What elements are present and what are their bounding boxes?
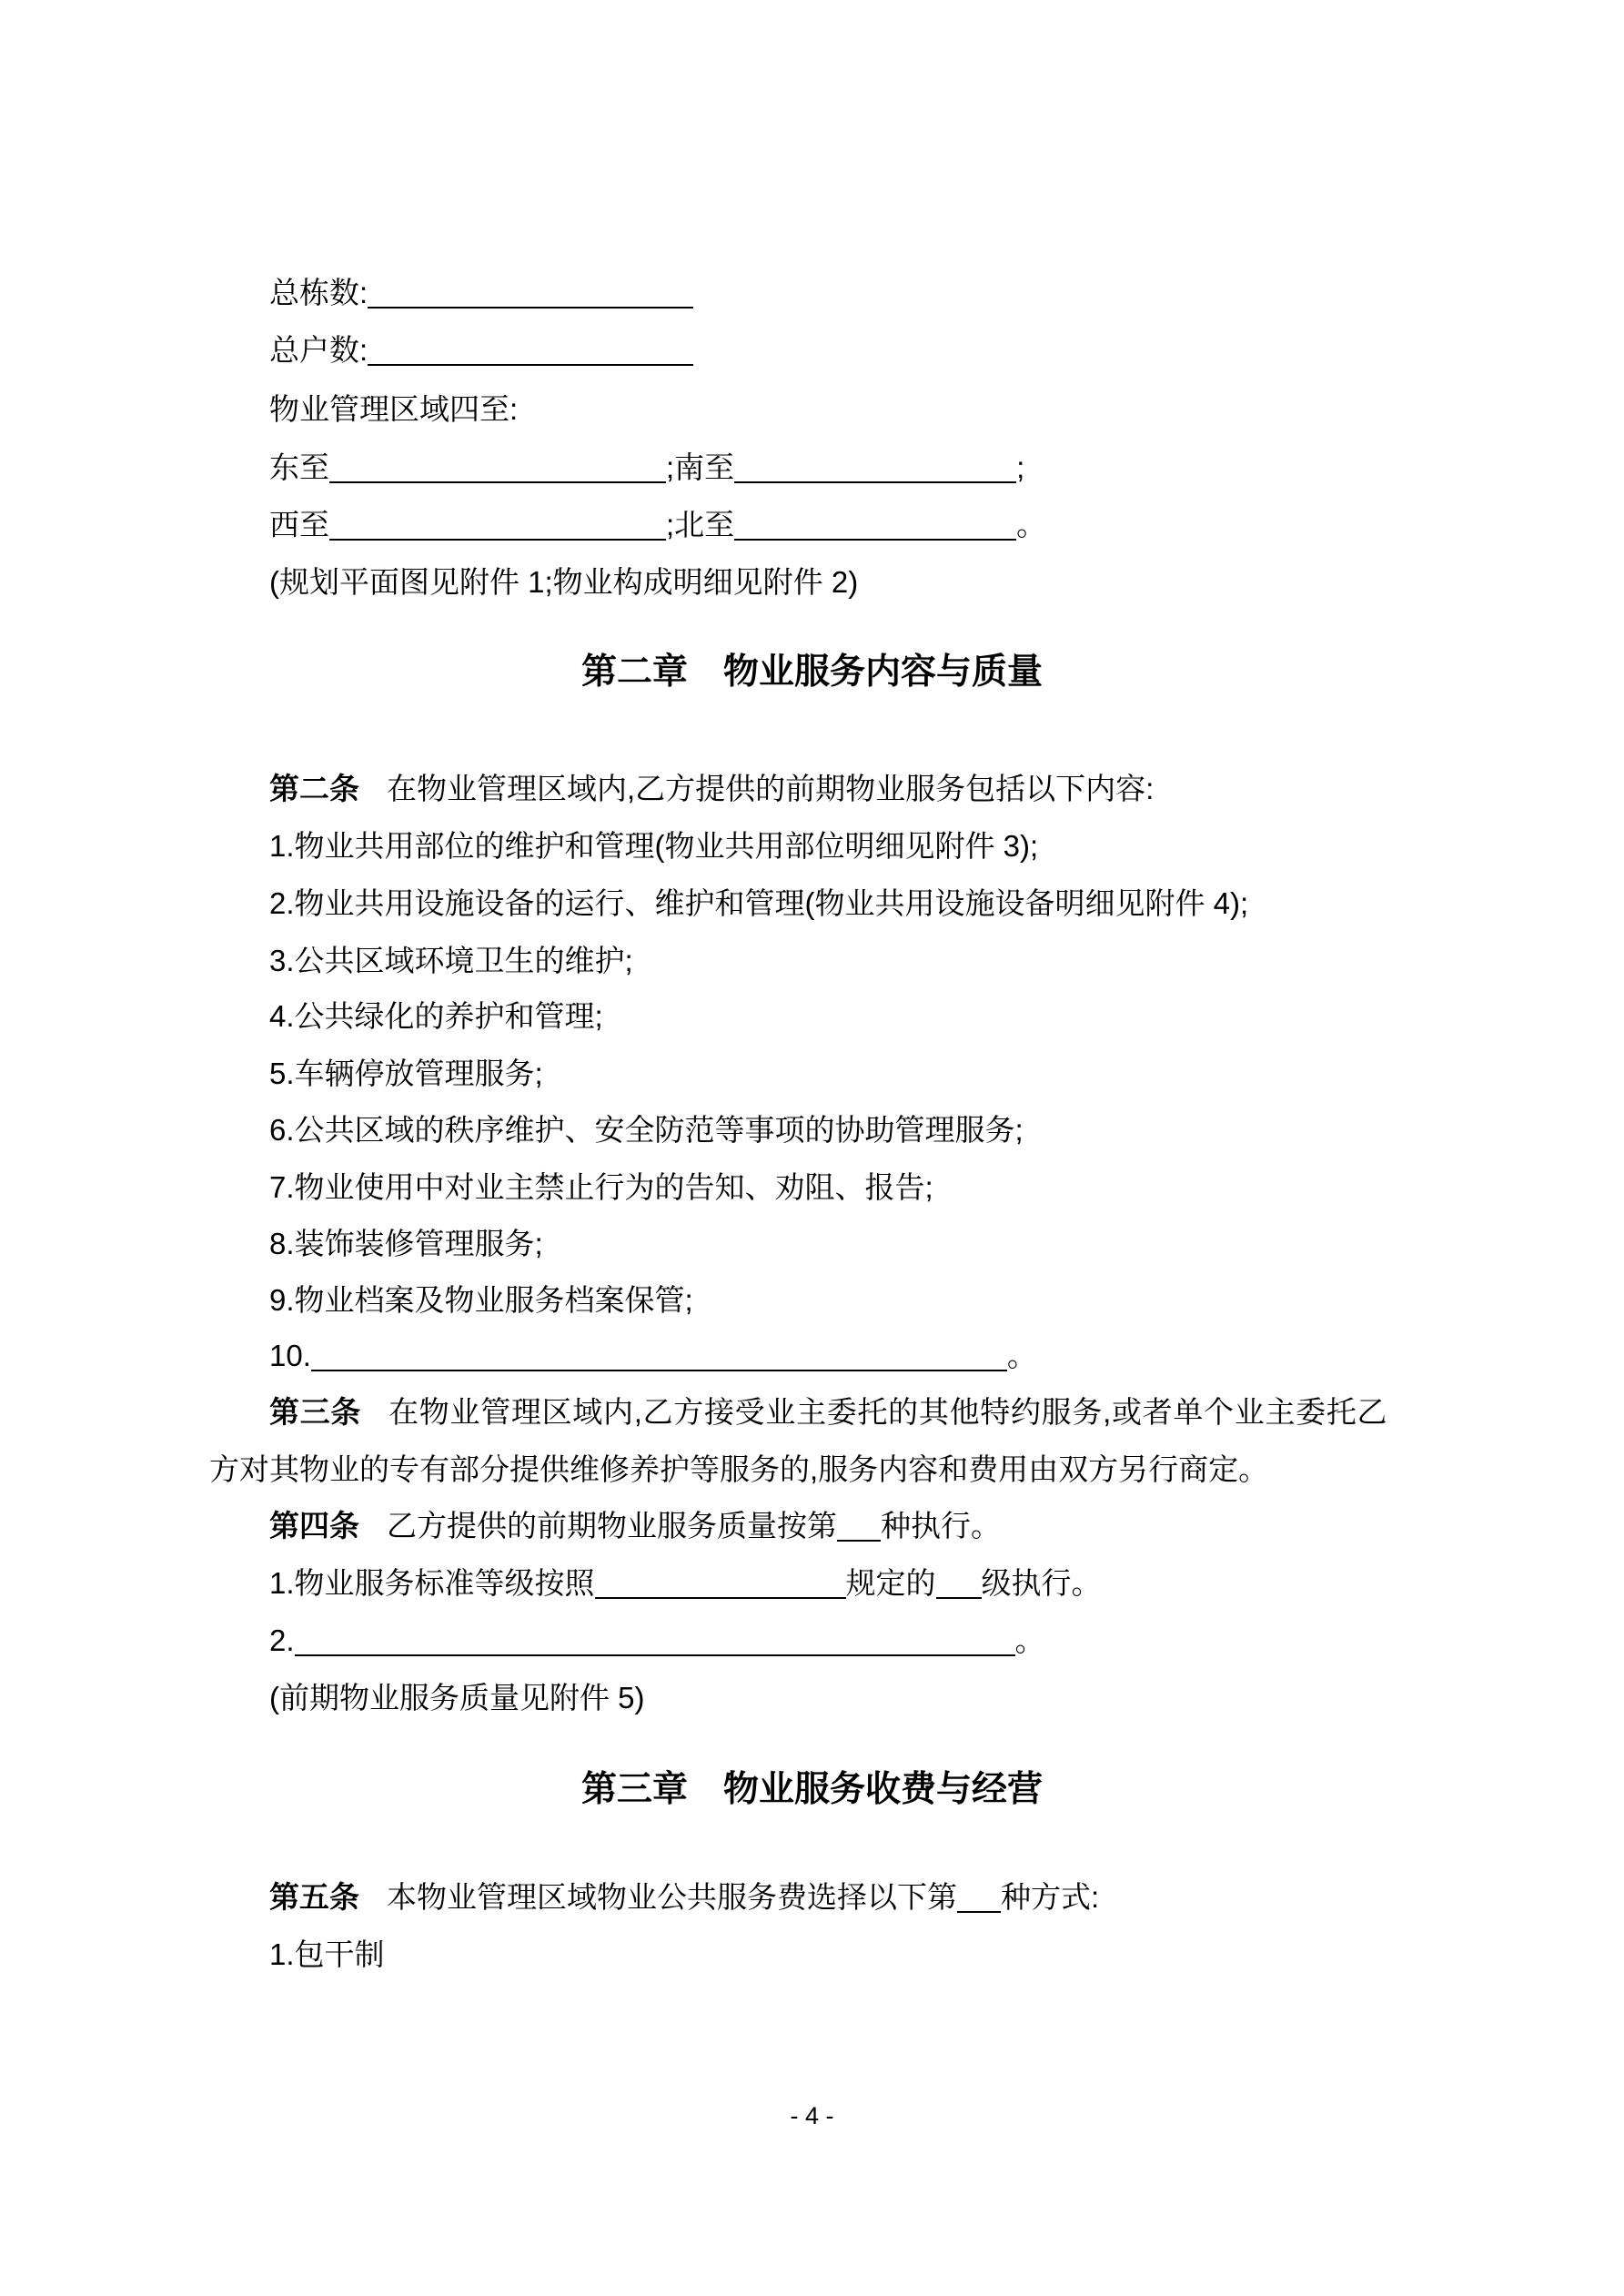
item10-prefix: 10.: [269, 1339, 311, 1372]
blank-north: [734, 539, 1016, 541]
article3-line1-text: 在物业管理区域内,乙方接受业主委托的其他特约服务,或者单个业主委托乙: [388, 1395, 1388, 1429]
article2-item-3: 3.公共区域环境卫生的维护;: [269, 944, 633, 977]
attachments-note-text: (规划平面图见附件 1;物业构成明细见附件 2): [269, 565, 859, 599]
article3-line2: 方对其物业的专有部分提供维修养护等服务的,服务内容和费用由双方另行商定。: [209, 1452, 1269, 1486]
field-total-buildings: [209, 273, 1428, 313]
blank-east: [329, 481, 666, 483]
total-households-label: 总户数:: [269, 333, 368, 367]
boundaries-title: [209, 389, 1428, 430]
article2-item-1: 1.物业共用部位的维护和管理(物业共用部位明细见附件 3);: [269, 829, 1039, 863]
article2-item-6: 6.公共区域的秩序维护、安全防范等事项的协助管理服务;: [269, 1113, 1024, 1147]
blank-article5-method: [957, 1911, 1001, 1913]
article2-item-8: 8.装饰装修管理服务;: [269, 1227, 543, 1260]
article2-label: 第二条: [269, 772, 359, 805]
north-label: 北至: [674, 508, 735, 541]
boundaries-title-text: 物业管理区域四至:: [269, 392, 519, 426]
item10-suffix: 。: [1006, 1339, 1037, 1372]
blank-article4-method: [837, 1540, 881, 1542]
blank-west: [329, 539, 666, 541]
full-stop-1: 。: [1016, 508, 1047, 541]
article4-sub2: [209, 1621, 1428, 1661]
article4-line: [209, 1506, 1428, 1546]
article2-item-4: 4.公共绿化的养护和管理;: [269, 999, 603, 1033]
article3-label: 第三条: [269, 1395, 362, 1429]
blank-standard-level: [936, 1597, 982, 1599]
article4-sub2-suffix: 。: [1014, 1623, 1045, 1657]
article2-item-10: [209, 1336, 1428, 1376]
blank-total-households: [368, 364, 693, 366]
blank-article4-sub2: [295, 1654, 1015, 1656]
article4-text-before: 乙方提供的前期物业服务质量按第: [387, 1509, 837, 1542]
boundary-west-north: [209, 505, 1428, 545]
article5-text-after: 种方式:: [1001, 1880, 1100, 1914]
total-buildings-label: 总栋数:: [269, 276, 368, 309]
attachments-note: [209, 562, 1428, 602]
article5-line: [209, 1877, 1428, 1917]
article3-line1: [209, 1392, 1428, 1432]
article4-sub1: [209, 1563, 1428, 1603]
chapter3-heading: 第三章 物业服务收费与经营: [580, 1770, 1043, 1809]
semicolon-1: ;: [666, 450, 675, 484]
blank-standard-name: [595, 1597, 846, 1599]
article4-sub1-middle: 规定的: [845, 1566, 936, 1600]
east-label: 东至: [269, 450, 329, 484]
blank-south: [734, 481, 1016, 483]
article2-item-2: 2.物业共用设施设备的运行、维护和管理(物业共用设施设备明细见附件 4);: [269, 886, 1249, 920]
article4-label: 第四条: [269, 1509, 359, 1542]
semicolon-2: ;: [1016, 450, 1025, 484]
article5-item-1: 1.包干制: [269, 1937, 385, 1971]
article4-sub1-before: 1.物业服务标准等级按照: [269, 1566, 595, 1600]
field-total-households: [209, 330, 1428, 370]
article2-item-7: 7.物业使用中对业主禁止行为的告知、劝阻、报告;: [269, 1170, 933, 1204]
south-label: 南至: [674, 450, 735, 484]
page-number: - 4 -: [790, 2102, 834, 2129]
article4-sub1-after: 级执行。: [981, 1566, 1102, 1600]
blank-item-10: [311, 1370, 1007, 1371]
semicolon-3: ;: [666, 508, 675, 541]
quality-note: (前期物业服务质量见附件 5): [269, 1681, 645, 1714]
blank-total-buildings: [368, 307, 693, 308]
article2-intro: [209, 769, 1428, 809]
boundary-east-south: [209, 448, 1428, 488]
article2-item-9: 9.物业档案及物业服务档案保管;: [269, 1283, 693, 1317]
article4-sub2-prefix: 2.: [269, 1623, 295, 1657]
article5-text-before: 本物业管理区域物业公共服务费选择以下第: [387, 1880, 957, 1914]
west-label: 西至: [269, 508, 329, 541]
article2-item-5: 5.车辆停放管理服务;: [269, 1057, 543, 1090]
chapter2-heading: 第二章 物业服务内容与质量: [580, 652, 1043, 692]
article5-label: 第五条: [269, 1880, 359, 1914]
article2-intro-text: 在物业管理区域内,乙方提供的前期物业服务包括以下内容:: [387, 772, 1155, 805]
article4-text-after: 种执行。: [881, 1509, 1001, 1542]
